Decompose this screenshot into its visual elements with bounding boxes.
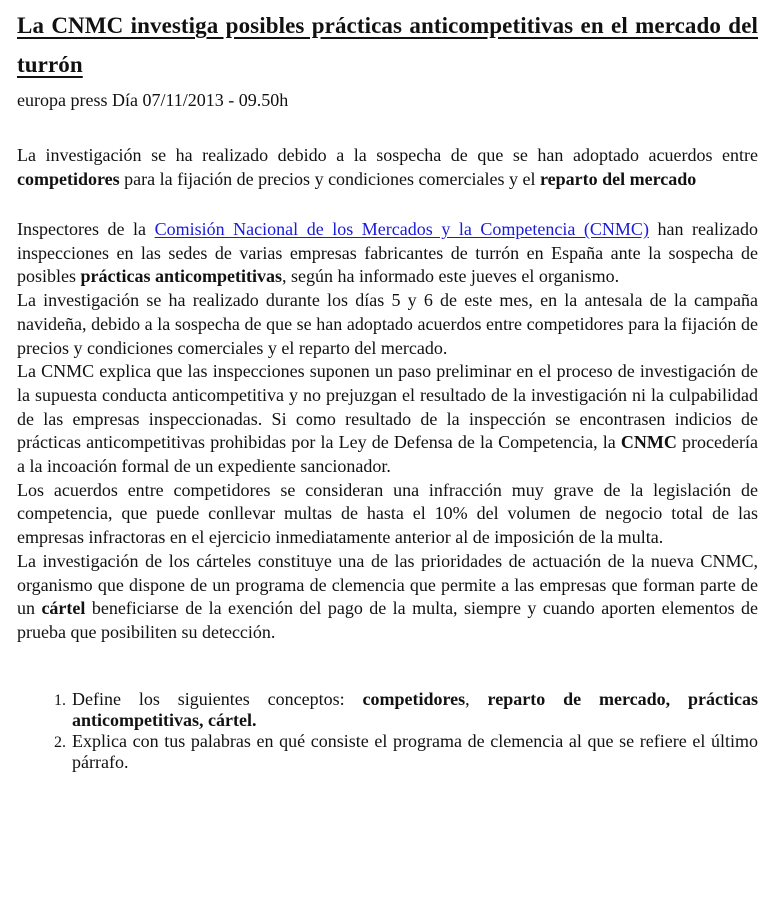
- lead-bold-competidores: competidores: [17, 168, 120, 189]
- paragraph-2: La investigación se ha realizado durante los días 5 y 6 de este mes, en la antesala de la campaña navideña, debido a la sospecha de que se han adoptado acuerdos entre competidores para la fijación de precios y condiciones comerciales y el reparto del mercado.: [17, 290, 758, 358]
- paragraph-3: [17, 360, 758, 479]
- paragraph-4: Los acuerdos entre competidores se consideran una infracción muy grave de la legislación de competencia, que puede conllevar multas de hasta el 10% del volumen de negocio total de las empresas infractoras en el ejercicio inmediatamente anterior al de imposición de la multa.: [17, 479, 758, 548]
- bold-practicas: prácticas anticompetitivas: [80, 266, 282, 287]
- paragraph-1: [17, 218, 758, 289]
- question-bold: reparto de mercado, prácticas anticompetitivas, cártel.: [72, 688, 758, 730]
- article-body: [17, 218, 758, 645]
- paragraph-text: beneficiarse de la exención del pago de la multa, siempre y cuando aporten elementos de prueba que posibiliten su detección.: [17, 598, 759, 642]
- paragraph-text: La investigación de los cárteles constituye una de las prioridades de actuación de la nueva CNMC, organismo que dispone de un programa de clemencia que permite a las empresas que forman parte de un: [17, 550, 758, 619]
- questions-list: [17, 689, 758, 773]
- article-title: La CNMC investiga posibles prácticas anticompetitivas en el mercado del turrón: [17, 13, 758, 77]
- lead-text: La investigación se ha realizado debido a la sospecha de que se han adoptado acuerdos entre: [17, 145, 758, 165]
- lead-bold-reparto: reparto del mercado: [539, 168, 697, 189]
- lead-text: para la fijación de precios y condiciones comerciales y el: [119, 168, 540, 189]
- paragraph-text: Inspectores de la: [17, 219, 155, 239]
- question-item: [70, 689, 758, 731]
- bold-cartel: cártel: [41, 598, 86, 619]
- paragraph-text: , según ha informado este jueves el organismo.: [281, 266, 620, 287]
- bold-cnmc: CNMC: [620, 432, 677, 453]
- cnmc-link[interactable]: Comisión Nacional de los Mercados y la Competencia (CNMC): [154, 219, 649, 239]
- paragraph-5: [17, 550, 758, 645]
- paragraph-text: han realizado inspecciones en las sedes de varias empresas fabricantes de turrón en España ante la sospecha de posibles: [17, 219, 758, 287]
- question-text: ,: [465, 688, 488, 709]
- question-item: [70, 731, 758, 773]
- paragraph-text: La CNMC explica que las inspecciones suponen un paso preliminar en el proceso de investigación de la supuesta conducta anticompetitiva y no prejuzgan el resultado de la investigación ni la culpabilidad de las empresas inspeccionadas. Si como resultado de la inspección se encontrasen indicios de prácticas anticompetitivas prohibidas por la Ley de Defensa de la Competencia, la: [17, 361, 758, 453]
- question-text: Explica con tus palabras en qué consiste el programa de clemencia al que se refiere el último párrafo.: [72, 730, 758, 772]
- article-byline: europa press Día 07/11/2013 - 09.50h: [17, 90, 289, 110]
- paragraph-text: procedería a la incoación formal de un expediente sancionador.: [17, 432, 758, 477]
- question-text: Define los siguientes conceptos:: [72, 688, 363, 709]
- article-lead: [17, 144, 758, 191]
- question-bold: competidores: [362, 688, 466, 709]
